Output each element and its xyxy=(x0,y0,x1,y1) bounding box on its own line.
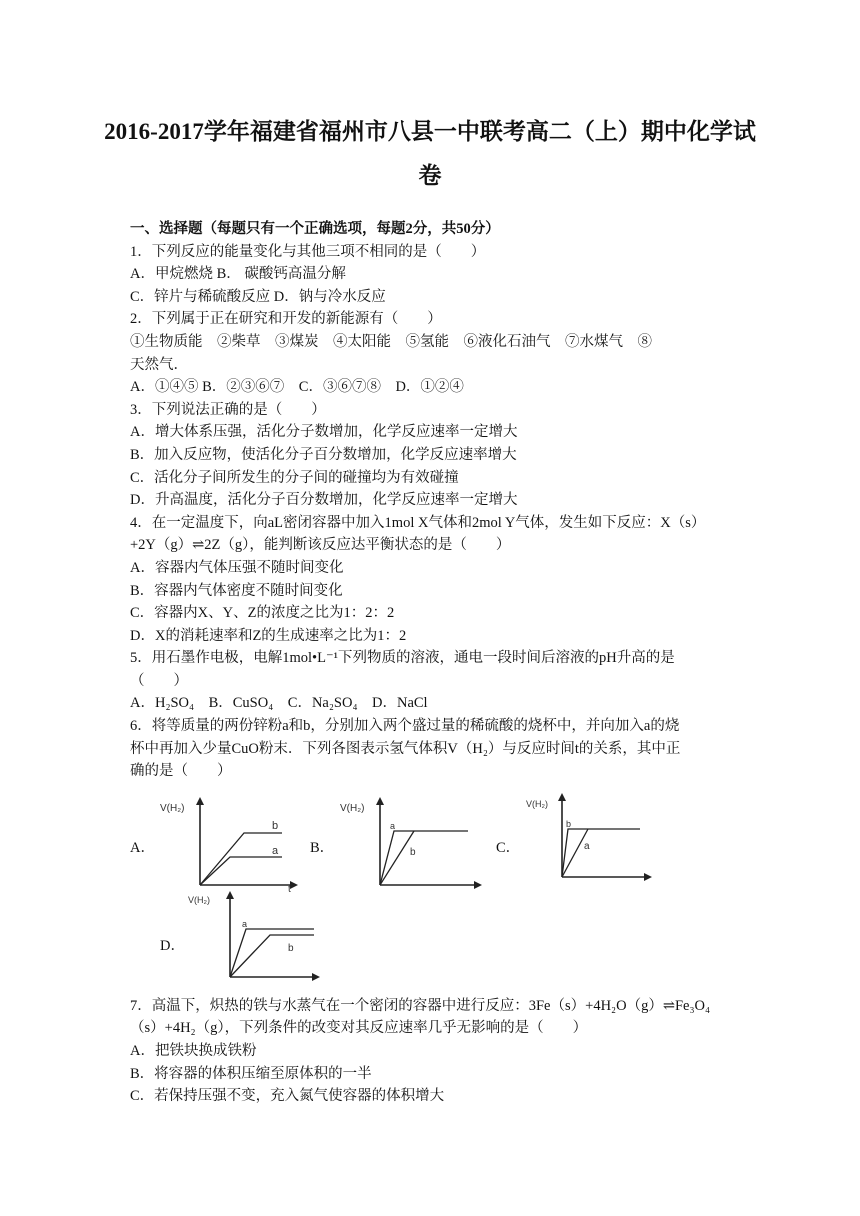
graph-c-curve-b: b xyxy=(566,818,572,829)
question-1-options-cd: C．锌片与稀硫酸反应 D．钠与冷水反应 xyxy=(130,288,386,305)
question-6-graph-d-row xyxy=(130,895,740,987)
graph-b-curve-a: a xyxy=(390,820,396,831)
question-4-stem-1: 4．在一定温度下，向aL密闭容器中加入1mol X气体和2mol Y气体，发生如下反应：X（s） xyxy=(130,514,706,531)
question-3-option-d: D．升高温度，活化分子百分数增加，化学反应速率一定增大 xyxy=(130,492,518,509)
question-1-stem: 1．下列反应的能量变化与其他三项不相同的是（ ） xyxy=(130,243,486,260)
question-2-options: A．①④⑤ B．②③⑥⑦ C．③⑥⑦⑧ D．①②④ xyxy=(130,379,464,396)
question-4-option-b: B．容器内气体密度不随时间变化 xyxy=(130,582,343,599)
graph-d-curve-a: a xyxy=(242,918,248,929)
question-3-option-b: B．加入反应物，使活化分子百分数增加，化学反应速率增大 xyxy=(130,446,517,463)
question-7-option-a: A．把铁块换成铁粉 xyxy=(130,1043,257,1060)
graph-a-xlabel: t xyxy=(288,883,291,893)
question-2-stem: 2．下列属于正在研究和开发的新能源有（ ） xyxy=(130,311,442,328)
graph-c xyxy=(518,787,658,887)
question-2-items-cont: 天然气． xyxy=(130,356,188,373)
graph-a-curve-a: a xyxy=(272,844,279,857)
question-6-stem-1: 6．将等质量的两份锌粉a和b，分别加入两个盛过量的稀硫酸的烧杯中，并向加入a的烧 xyxy=(130,718,680,735)
graph-d xyxy=(182,889,332,987)
question-4-stem-2: +2Y（g）⇌2Z（g），能判断该反应达平衡状态的是（ ） xyxy=(130,537,511,554)
question-7-stem-1: 7．高温下，炽热的铁与水蒸气在一个密闭的容器中进行反应：3Fe（s）+4H₂O（g）⇌Fe₃O₄ xyxy=(130,997,711,1014)
question-3-stem: 3．下列说法正确的是（ ） xyxy=(130,401,326,418)
question-4-option-a: A．容器内气体压强不随时间变化 xyxy=(130,559,344,576)
exam-title: 2016-2017学年福建省福州市八县一中联考高二（上）期中化学试卷 xyxy=(104,119,756,188)
question-4-option-d: D．X的消耗速率和Z的生成速率之比为1：2 xyxy=(130,627,407,644)
graph-a-ylabel: V(H₂) xyxy=(160,802,185,814)
graph-d-curve-b: b xyxy=(288,942,294,954)
graph-b xyxy=(330,797,490,893)
question-5-stem-1: 5．用石墨作电极，电解1mol•L⁻¹下列物质的溶液，通电一段时间后溶液的pH升高的是 xyxy=(130,650,675,667)
question-7-option-b: B．将容器的体积压缩至原体积的一半 xyxy=(130,1065,372,1082)
graph-b-label: B． xyxy=(310,839,335,856)
graph-a-label: A． xyxy=(130,839,155,856)
question-1-options-ab: A．甲烷燃烧 B． 碳酸钙高温分解 xyxy=(130,266,346,283)
question-5-options: A．H₂SO₄ B．CuSO₄ C．Na₂SO₄ D．NaCl xyxy=(130,695,428,712)
exam-content xyxy=(130,218,740,1108)
graph-d-label: D． xyxy=(160,937,185,954)
question-6-stem-3: 确的是（ ） xyxy=(130,763,232,780)
graph-c-label: C． xyxy=(496,839,521,856)
question-6-stem-2: 杯中再加入少量CuO粉末．下列各图表示氢气体积V（H₂）与反应时间t的关系，其中正 xyxy=(130,740,681,757)
graph-a-curve-b: b xyxy=(272,819,279,832)
graph-b-curve-b: b xyxy=(410,846,416,858)
section-heading: 一、选择题（每题只有一个正确选项，每题2分，共50分） xyxy=(130,221,500,237)
question-6-graphs-abc xyxy=(130,797,740,893)
graph-d-ylabel: V(H₂) xyxy=(188,894,210,905)
question-7-option-c: C．若保持压强不变，充入氮气使容器的体积增大 xyxy=(130,1088,445,1105)
graph-a xyxy=(152,797,302,893)
graph-c-curve-a: a xyxy=(584,840,590,852)
question-4-option-c: C．容器内X、Y、Z的浓度之比为1：2：2 xyxy=(130,605,395,622)
question-5-stem-2: （ ） xyxy=(130,672,188,689)
question-7-stem-2: （s）+4H₂（g），下列条件的改变对其反应速率几乎无影响的是（ ） xyxy=(130,1020,588,1037)
graph-c-ylabel: V(H₂) xyxy=(526,798,548,809)
question-3-option-a: A．增大体系压强，活化分子数增加，化学反应速率一定增大 xyxy=(130,424,518,441)
graph-b-ylabel: V(H₂) xyxy=(340,802,365,814)
question-2-items: ①生物质能 ②柴草 ③煤炭 ④太阳能 ⑤氢能 ⑥液化石油气 ⑦水煤气 ⑧ xyxy=(130,333,652,350)
question-3-option-c: C．活化分子间所发生的分子间的碰撞均为有效碰撞 xyxy=(130,469,459,486)
